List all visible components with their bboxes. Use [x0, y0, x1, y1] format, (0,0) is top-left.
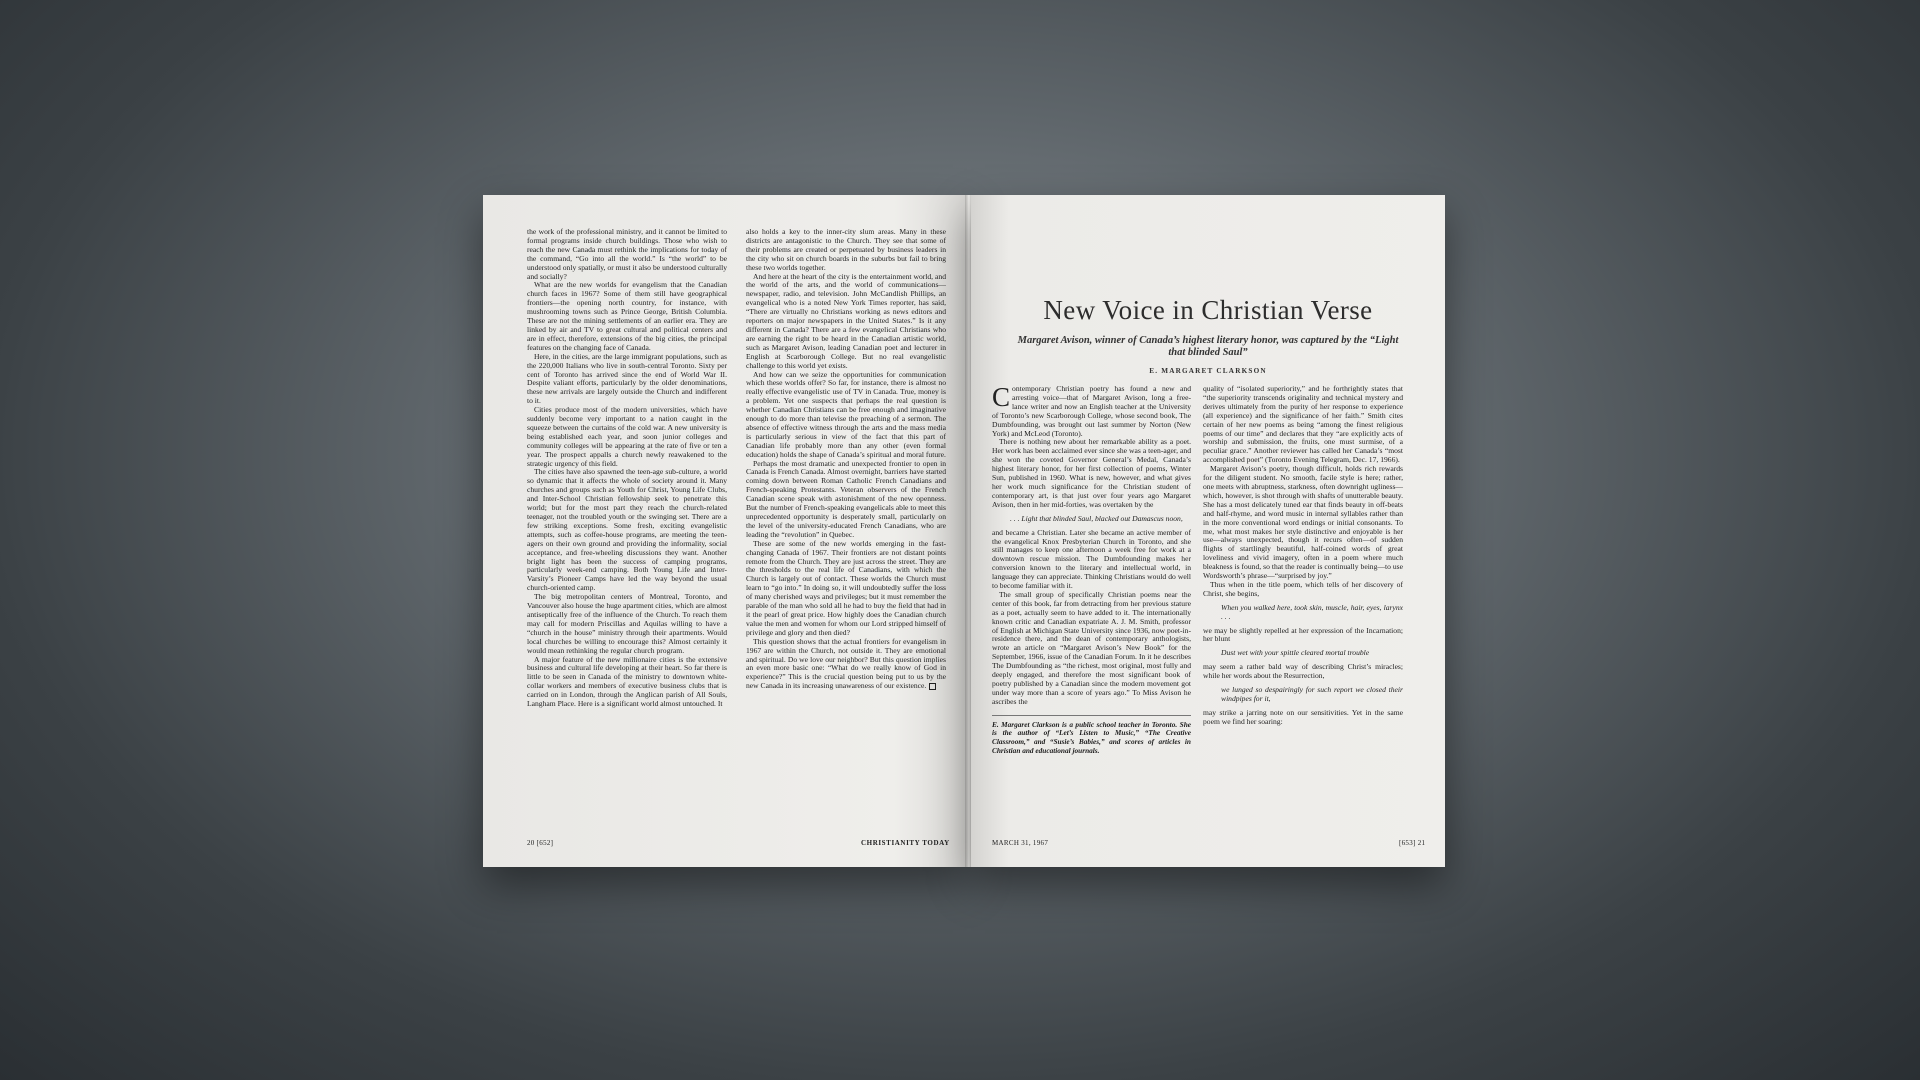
drop-cap: C [992, 382, 1011, 412]
paragraph: What are the new worlds for evangelism that the Canadian church faces in 1967? Some of them still have geographical frontiers—the opening north country, for instance, with mushrooming towns such as Prince George, British Columbia. These are not the mining settlements of an earlier era. They are linked by air and TV to great cultural and political centers and are in effect, therefore, extensions of the big cities, the principal features on the changing face of Canada. [527, 280, 727, 352]
page-number-left: 20 [652] [527, 839, 554, 847]
verse-quote: . . . Light that blinded Saul, blacked out Damascus noon, [1010, 513, 1183, 523]
paragraph: And here at the heart of the city is the entertainment world, and the world of the arts, and the world of communications—newspaper, radio, and television. John McCandlish Phillips, an evangelical who is a noted New York Times reporter, has said, “There are virtually no Christians working as news editors and reporters on major newspapers in the United States.” Is it any different in Canada? There are a few evangelical Christians who are earning the right to be heard in the Canadian artistic world, such as Margaret Avison, leading Canadian poet and lecturer in English at Scarborough College. But no real evangelistic challenge to this world yet exists. [746, 271, 946, 370]
verse-quote: When you walked here, took skin, muscle, hair, eyes, larynx . . . [1221, 602, 1403, 621]
paragraph: There is nothing new about her remarkable ability as a poet. Her work has been acclaimed ever since she was a teen-ager, and she won the coveted Governor General’s Medal, Canada’s highest literary honor, for her first collection of poems, Winter Sun, published in 1960. What is new, however, and what gives her work much significance for the Christian student of contemporary art, is that just over four years ago Margaret Avison, then in her mid-forties, was overtaken by the [992, 437, 1191, 509]
paragraph: may strike a jarring note on our sensitivities. Yet in the same poem we find her soaring: [1203, 707, 1403, 726]
left-page [483, 195, 967, 867]
paragraph: Here, in the cities, are the large immigrant populations, such as the 220,000 Italians who live in south-central Toronto. Sixty per cent of Toronto has arrived since the end of World War II. Despite valiant efforts, particularly by the older denominations, these new arrivals are largely outside the Church and indifferent to it. [527, 351, 727, 406]
paragraph: The small group of specifically Christian poems near the center of this book, far from detracting from her previous stature as a poet, actually seem to have added to it. The internationally known critic and Canadian expatriate A. J. M. Smith, professor of English at Michigan State University since 1936, now poet-in-residence there, and the dean of contemporary anthologists, wrote an article on “Margaret Avison’s New Book” for the September, 1966, issue of the Canadian Forum. In it he describes The Dumbfounding as “the richest, most original, most fully and deeply engaged, and therefore the most significant book of poetry published by a Canadian since the modern movement got under way more than a score of years ago.” To Miss Avison he ascribes the [992, 589, 1191, 706]
paragraph: And how can we seize the opportunities for communication which these worlds offer? So far, for instance, there is almost no really effective evangelistic use of TV in Canada. True, money is a problem. Yet one suspects that perhaps the real question is whether Canadian Christians can be free enough and imaginative enough to do more than televise the preaching of a sermon. The absence of effective witness through the arts and the mass media is particularly serious in view of the fact that this part of Canadian life probably more than any other (even formal education) holds the shape of Canada’s spiritual and moral future. [746, 369, 946, 459]
paragraph: the work of the professional ministry, and it cannot be limited to formal programs inside church buildings. Those who wish to reach the new Canada must rethink the implications for today of the command, “Go into all the world.” Is “the world” to be understood only spatially, or must it also be understood culturally and socially? [527, 227, 727, 281]
paragraph: we may be slightly repelled at her expression of the Incarnation; her blunt [1203, 625, 1403, 644]
verse-quote: we lunged so despairingly for such report we closed their windpipes for it, [1221, 685, 1403, 703]
end-mark-icon [929, 683, 936, 690]
paragraph: Perhaps the most dramatic and unexpected frontier to open in Canada is French Canada. Almost overnight, barriers have started coming down between Roman Catholic French Canadians and French-speaking Protestants. Veteran observers of the French Canadian scene speak with astonishment of the new openness. But the number of French-speaking evangelicals able to meet this unprecedented opportunity is desperately small, particularly on the level of the university-educated French Canadians, who are leading the “revolution” in Quebec. [746, 458, 946, 539]
left-column-1 [527, 228, 727, 709]
author-bio: E. Margaret Clarkson is a public school teacher in Toronto. She is the author of “Let’s Listen to Music,” “The Creative Classroom,” and “Susie’s Babies,” and scores of articles in Christian and educational journals. [992, 715, 1191, 755]
paragraph: The big metropolitan centers of Montreal, Toronto, and Vancouver also house the huge apartment cities, which are almost antiseptically free of the influence of the Church. To reach them may call for modern Priscillas and Aquilas willing to have a “church in the house” ministry through their apartments. Would local churches be willing to encourage this? Almost certainly it would mean rethinking the regular church program. [527, 592, 727, 655]
right-page [971, 195, 1445, 867]
article-title: New Voice in Christian Verse [1043, 295, 1373, 325]
page-number-right: [653] 21 [1399, 839, 1426, 847]
paragraph: and became a Christian. Later she became an active member of the evangelical Knox Presbyterian Church in Toronto, and she still manages to keep one afternoon a week free for work at a downtown rescue mission. The Dumbfounding makes her conversion known to the literary and intellectual world, in language they can appreciate. Thinking Christians would do well to become familiar with it. [992, 527, 1191, 591]
magazine-spread [483, 195, 1445, 867]
right-column-1 [992, 382, 1191, 755]
paragraph: may seem a rather bald way of describing Christ’s miracles; while her words about the Resurrection, [1203, 662, 1403, 681]
verse-quote: Dust wet with your spittle cleared mortal trouble [1221, 648, 1370, 658]
left-column-2 [746, 228, 946, 691]
paragraph: These are some of the new worlds emerging in the fast-changing Canada of 1967. Their frontiers are not distant points remote from the Church. They are just across the street. They are the thresholds to the real life of Canadians, with which the Church is largely out of contact. These worlds the Church must learn to “go into.” In doing so, it will undoubtedly suffer the loss of many cherished ways and privileges; but it must remember the parable of the man who sold all he had to buy the field that had in it the pearl of great price. How highly does the Canadian church value the men and women for whom our Lord stripped himself of privilege and glory and then died? [746, 538, 946, 637]
issue-date: MARCH 31, 1967 [992, 839, 1049, 847]
article-author: E. MARGARET CLARKSON [1149, 367, 1267, 375]
paragraph: also holds a key to the inner-city slum areas. Many in these districts are antagonistic to the Church. They see that some of their problems are created or perpetuated by business leaders in the city who sit on church boards in the suburbs but fail to bring these two worlds together. [746, 227, 946, 272]
paragraph-last [746, 638, 946, 691]
article-subtitle: Margaret Avison, winner of Canada’s highest literary honor, was captured by the “Light that blinded Saul” [1017, 335, 1399, 358]
right-column-2 [1203, 385, 1403, 727]
paragraph: Cities produce most of the modern universities, which have suddenly become very important to a nation caught in the squeeze between the curtains of the cold war. A new university is being established each year, and soon junior colleges and community colleges will be appearing at the rate of five or ten a year. The prospect appalls a church newly reawakened to the strategic urgency of this field. [527, 405, 727, 468]
paragraph: Thus when in the title poem, which tells of her discovery of Christ, she begins, [1203, 579, 1403, 598]
paragraph: A major feature of the new millionaire cities is the extensive business and cultural life developing at their heart. So far there is little to be seen in Canada of the ministry to downtown white-collar workers and members of executive business clubs that is carried on in London, through the Anglican parish of All Souls, Langham Place. Here is a significant world almost untouched. It [527, 654, 727, 709]
opening-paragraph [992, 382, 1191, 438]
paragraph: quality of “isolated superiority,” and he forthrightly states that “the superiority transcends originality and technical mystery and derives ultimately from the purity of her response to experience (all experience) and the significance of her faith.” Smith cites certain of her new poems as being “among the finest religious poems of our time” and declares that they “are explicitly acts of worship and submission, the fruits, one must surmise, of a peculiar grace.” Another reviewer has called her Canada’s “most accomplished poet” (Toronto Evening Telegram, Dec. 17, 1966). [1203, 384, 1403, 465]
paragraph-text: This question shows that the actual frontiers for evangelism in 1967 are within the Church, not outside it. They are emotional and spiritual. Do we love our neighbor? But this question implies an even more basic one: “What do we really know of God in experience?” This is the crucial question being put to us by the new Canada in its increasing unawareness of our existence. [746, 636, 946, 691]
paragraph-text: ontemporary Christian poetry has found a new and arresting voice—that of Margaret Avison, long a free-lance writer and now an English teacher at the University of Toronto’s new Scarborough College, whose second book, The Dumbfounding, was brought out last summer by Norton (New York) and McLeod (Toronto). [992, 384, 1191, 438]
paragraph: Margaret Avison’s poetry, though difficult, holds rich rewards for the diligent student. No smooth, facile style is here; rather, one meets with abruptness, starkness, often downright ugliness—which, however, is shot through with shafts of unutterable beauty. She has a most delicately tuned ear that finds beauty in off-beats and half-rhyme, and word music in internal syllables rather than in the more conventional word endings or initial consonants. To me, what most makes her style distinctive and enjoyable is her use—always unexpected, though it recurs often—of sudden flights of startlingly beautiful, half-coined words of great loveliness and vivid imagery, often in a poem where much bleakness is found, so that the reader is continually being—to use Wordsworth’s phrase—“surprised by joy.” [1203, 464, 1403, 581]
paragraph: The cities have also spawned the teen-age sub-culture, a world so dynamic that it affects the whole of society around it. Many churches and groups such as Youth for Christ, Young Life Clubs, and Inter-School Christian fellowship seek to penetrate this world; but for the most part they reach the church-related teenager, not the troubled youth or the swinging set. There are a few striking exceptions. Some fresh, exciting evangelistic attempts, such as coffee-house programs, are meeting the teen-agers on their own ground and providing the informality, social acceptance, and free-wheeling discussions they want. Another bright light has been the success of camping programs, particularly week-end camping. Both Young Life and Inter-Varsity’s Pioneer Camps have led the way beyond the usual church-oriented camp. [527, 467, 727, 593]
running-title: CHRISTIANITY TODAY [861, 839, 950, 847]
